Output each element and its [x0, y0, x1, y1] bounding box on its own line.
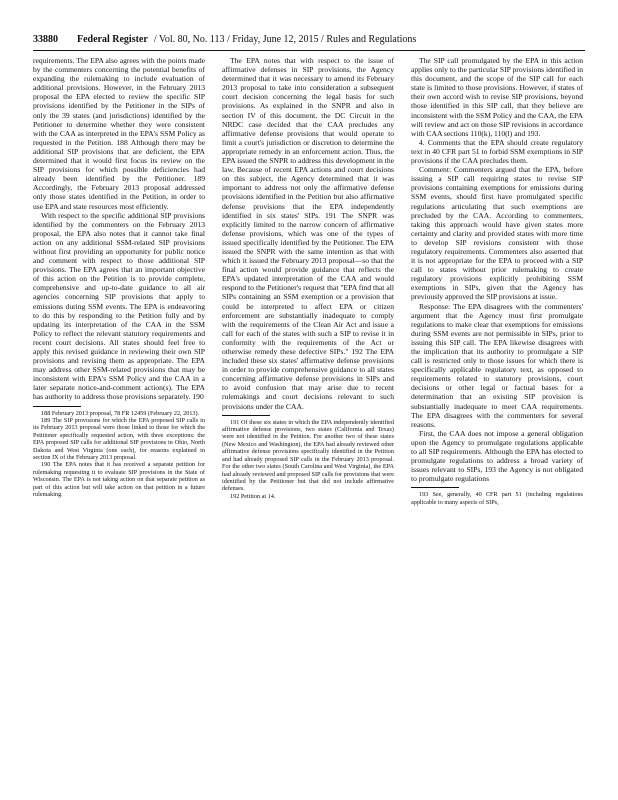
- footnote-rule: [222, 415, 270, 416]
- text-column-1: [33, 56, 205, 776]
- footnote: 193 See, generally, 40 CFR part 51 (including regulations applicable to many aspects of SIPs,: [411, 491, 583, 506]
- header-rule: [33, 50, 585, 51]
- footnote-rule: [411, 487, 459, 488]
- paragraph: The SIP call promulgated by the EPA in this action applies only to the particular SIP provisions identified in this document, and the scope of the SIP call for each state is limited to those provisions. However, if states of their own accord wish to revise SIP provisions, beyond those identified in this SIP call, that they believe are inconsistent with the SSM Policy and the CAA, the EPA will review and act on those SIP revisions in accordance with CAA sections 110(k), 110(l) and 193.: [411, 56, 583, 138]
- footnote: 190 The EPA notes that it has received a separate petition for rulemaking requesting it to evaluate SIP provisions in the State of Wisconsin. The EPA is not taking action on that separate petition as part of this action but will take action on that petition in a future rulemaking.: [33, 461, 205, 499]
- paragraph: The EPA notes that with respect to the issue of affirmative defenses in SIP provisions, the Agency determined that it was necessary to amend its February 2013 proposal to take into consideration a subsequent court decision concerning the legal basis for such provisions. As explained in the SNPR and also in section IV of this document, the DC Circuit in the NRDC case decided that the CAA precludes any affirmative defense provisions that would operate to limit a court's jurisdiction or discretion to determine the appropriate remedy in an enforcement action. Thus, the EPA issued the SNPR to address this development in the law. Because of recent EPA actions and court decisions on this subject, the Agency determined that it was important to address not only the affirmative defense provisions identified in the Petition but also affirmative defense provisions that the EPA independently identified in six states' SIPs. 191 The SNPR was explicitly limited to the narrow concern of affirmative defense provisions, which was one of the types of issued specifically identified by the Petitioner. The EPA issued the SNPR with the same intention as that with which it issued the February 2013 proposal—so that the final action would provide guidance that reflects the EPA's updated interpretation of the CAA and would respond to the Petitioner's request that "EPA find that all SIPs containing an SSM exemption or a provision that could be interpreted to affect EPA or citizen enforcement are substantially inadequate to comply with the requirements of the Clean Air Act and issue a call for each of the states with such a SIP to revise it in conformity with the requirements of the Act or otherwise remedy these defective SIPs." 192 The EPA included these six states' affirmative defense provisions in order to provide comprehensive guidance to all states concerning affirmative defense provisions in SIPs and to avoid confusion that may arise due to recent rulemakings and court decisions relevant to such provisions under the CAA.: [222, 56, 394, 411]
- page-number: 33880: [33, 34, 58, 45]
- issue-info: / Vol. 80, No. 113 / Friday, June 12, 2015 / Rules and Regulations: [153, 34, 417, 45]
- paragraph: requirements. The EPA also agrees with the points made by the commenters concerning the potential benefits of expanding the rulemaking to include evaluation of additional provisions. However, in the February 2013 proposal the EPA elected to review the specific SIP provisions identified by the Petitioner in the SIPs of only the 39 states (and jurisdictions) identified by the Petitioner to determine whether they were consistent with the CAA as interpreted in the EPA's SSM Policy as requested in the Petition. 188 Although there may be additional SIP provisions that are deficient, the EPA determined that it would first focus its review on the SIP provisions for which possible deficiencies had already been identified by the Petitioner. 189 Accordingly, the February 2013 proposal addressed only those states identified in the Petition, in order to use EPA and state resources most efficiently.: [33, 56, 205, 211]
- paragraph: Comment: Commenters argued that the EPA, before issuing a SIP call requiring states to revise SIP provisions containing exemptions for emissions during SSM events, should first have promulgated specific regulations articulating that such exemptions are precluded by the CAA. According to commenters, taking this approach would have given states more certainty and clarity and provided states with more time to develop SIP revisions consistent with those regulatory requirements. Commenters also asserted that it is not appropriate for the EPA to proceed with a SIP call to states without prior rulemaking to create regulatory provisions explicitly prohibiting SSM exemptions in SIPs, given that the Agency has previously approved the SIP provisions at issue.: [411, 165, 583, 302]
- page-header: [33, 34, 585, 48]
- footnote: 191 Of these six states in which the EPA independently identified affirmative defense provisions, two states (California and Texas) were not identified in the Petition. For another two of these states (New Mexico and Washington), the EPA had already reviewed other affirmative defense provisions specifically identified in the Petition and had already proposed SIP calls in the February 2013 proposal. For the other two states (South Carolina and West Virginia), the EPA had already reviewed and proposed SIP calls for provisions that were identified by the Petitioner but that did not include affirmative defenses.: [222, 418, 394, 493]
- paragraph: First, the CAA does not impose a general obligation upon the Agency to promulgate regulations applicable to all SIP requirements. Although the EPA has elected to promulgate regulations to address a broad variety of issues relevant to SIPs, 193 the Agency is not obligated to promulgate regulations: [411, 428, 583, 484]
- text-column-2: [222, 56, 394, 776]
- footnote: 188 February 2013 proposal, 78 FR 12459 (February 22, 2013).: [41, 409, 200, 417]
- footnote: 192 Petition at 14.: [230, 492, 276, 500]
- paragraph: With respect to the specific additional SIP provisions identified by the commenters on the February 2013 proposal, the EPA also notes that it cannot take final action on any additional SSM-related SIP provisions without first providing an opportunity for public notice and comment with respect to those additional SIP provisions. The EPA agrees that an important objective of this action on the Petition is to provide complete, comprehensive and up-to-date guidance to all air agencies concerning SIP provisions that apply to emissions during SSM events. The EPA is endeavoring to do this by responding to the Petition fully and by updating its interpretation of the CAA in the SSM Policy to reflect the relevant statutory requirements and recent court decisions. All states should feel free to apply this revised guidance in reviewing their own SIP provisions and revising them as appropriate. The EPA may address other SSM-related provisions that may be inconsistent with EPA's SSM Policy and the CAA in a later separate notice-and-comment action(s). The EPA has authority to address those provisions separately. 190: [33, 210, 205, 402]
- footnote-rule: [33, 406, 81, 407]
- journal-title: Federal Register: [77, 34, 148, 45]
- paragraph: Response: The EPA disagrees with the commenters' argument that the Agency must first promulgate regulations to make clear that exemptions for emissions during SSM events are not permissible in SIPs, prior to issuing this SIP call. The EPA likewise disagrees with the implication that its authority to promulgate a SIP call is restricted only to those issues for which there is specifically applicable regulatory text, as opposed to requirements related to statutory provisions, court decisions or other legal or factual bases for a determination that an existing SIP provision is substantially inadequate to meet CAA requirements. The EPA disagrees with the commenters for several reasons.: [411, 301, 583, 429]
- section-heading: 4. Comments that the EPA should create regulatory text in 40 CFR part 51 to forbid SSM exemptions in SIP provisions if the CAA precludes them.: [411, 137, 583, 166]
- text-column-3: [411, 56, 583, 776]
- footnote: 189 The SIP provisions for which the EPA proposed SIP calls in its February 2013 proposal were those linked to those for which the Petitioner specifically requested action, with three exceptions: the EPA proposed SIP calls for additional SIP provisions in Ohio, North Dakota and West Virginia (one each), for reasons explained in section IX of the February 2013 proposal.: [33, 416, 205, 461]
